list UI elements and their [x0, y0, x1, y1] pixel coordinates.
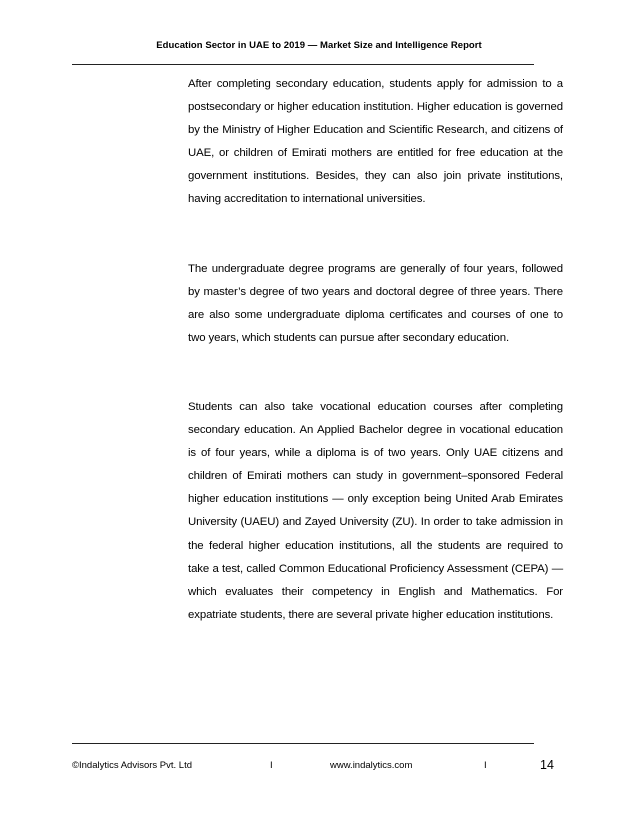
footer-website-link[interactable]: www.indalytics.com	[330, 760, 413, 771]
page-number: 14	[540, 758, 554, 772]
footer-divider	[72, 743, 534, 744]
footer-separator: I	[484, 760, 487, 771]
footer-separator: I	[270, 760, 273, 771]
page-header-title: Education Sector in UAE to 2019 — Market Size and Intelligence Report	[156, 40, 482, 51]
page-footer	[0, 758, 638, 774]
paragraph-vocational-education: Students can also take vocational education courses after completing secondary education. An Applied Bachelor degree in vocational education is of four years, while a diploma is of two years. Only UAE citizens and children of Emirati mothers can study in government–sponsored Federal higher education institutions — only exception being United Arab Emirates University (UAEU) and Zayed University (ZU). In order to take admission in the federal higher education institutions, all the students are required to take a test, called Common Educational Proficiency Assessment (CEPA) — which evaluates their competency in English and Mathematics. For expatriate students, there are several private higher education institutions.	[188, 400, 563, 621]
document-body	[188, 73, 563, 673]
header-divider	[72, 64, 534, 65]
paragraph-higher-education-admission: After completing secondary education, students apply for admission to a postsecondary or higher education institution. Higher education is governed by the Ministry of Higher Education and Scientific Research, and citizens of UAE, or children of Emirati mothers are entitled for free education at the government institutions. Besides, they can also join private institutions, having accreditation to international universities.	[188, 78, 563, 206]
paragraph-degree-programs: The undergraduate degree programs are generally of four years, followed by master’s degree of two years and doctoral degree of three years. There are also some undergraduate diploma certificates and courses of one to two years, which students can pursue after secondary education.	[188, 262, 563, 344]
footer-copyright: ©Indalytics Advisors Pvt. Ltd	[72, 760, 192, 771]
